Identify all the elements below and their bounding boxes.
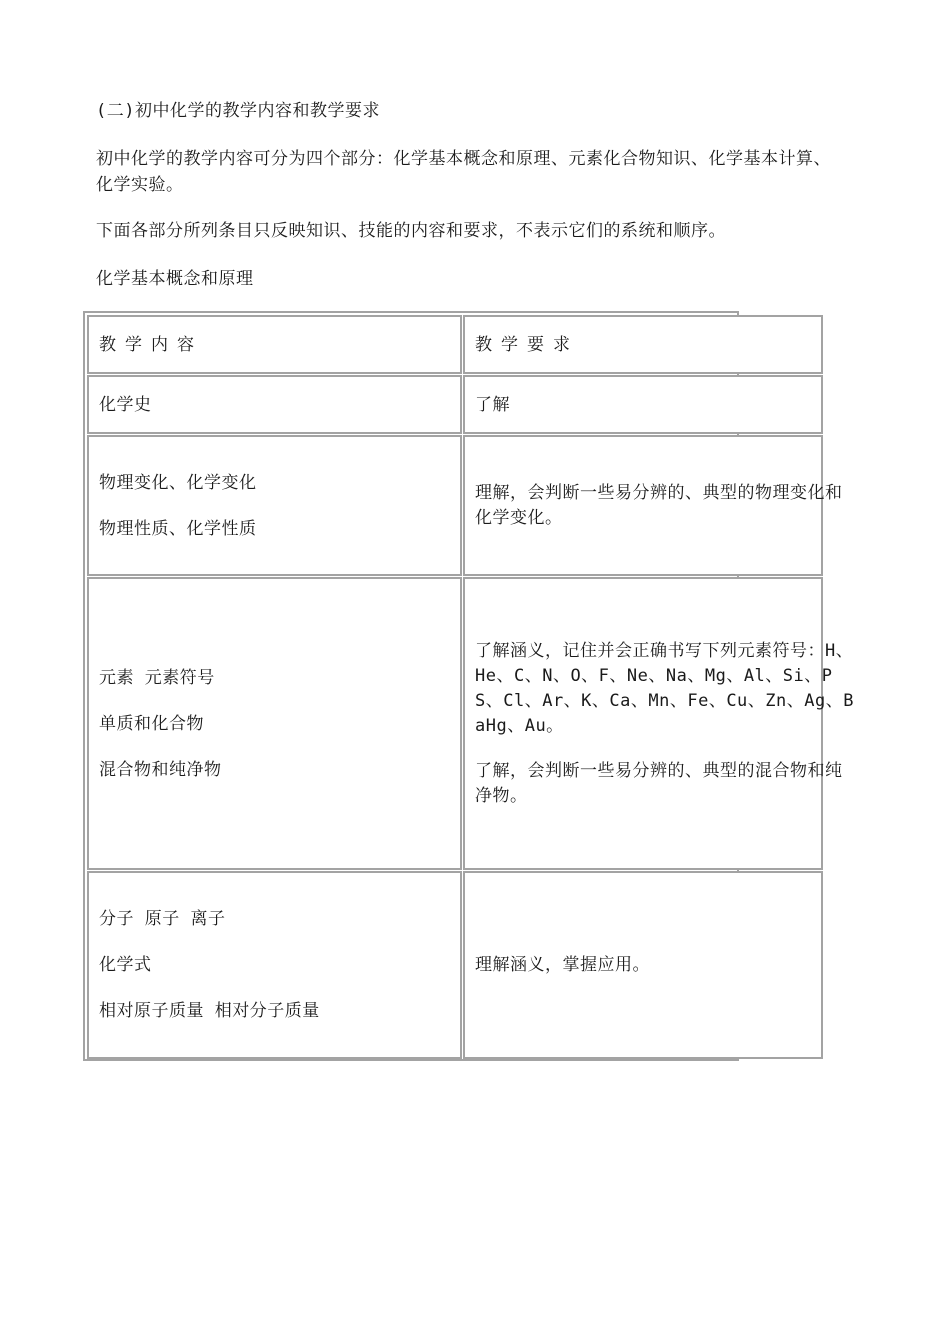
row-3-requirement-line-0: 理解涵义，掌握应用。 (475, 955, 650, 975)
row-1-content-line-1: 物理性质、化学性质 (99, 518, 257, 539)
table-row-0-content (87, 375, 462, 434)
document-heading: (二)初中化学的教学内容和教学要求 (96, 101, 380, 121)
header-requirement-label: 教学要求 (475, 334, 579, 355)
table-row-1-requirement (463, 435, 843, 576)
note-paragraph: 下面各部分所列条目只反映知识、技能的内容和要求，不表示它们的系统和顺序。 (96, 221, 726, 241)
content-requirement-table (83, 311, 854, 1061)
table-row-2-requirement (463, 577, 854, 870)
row-2-content-line-1: 单质和化合物 (99, 713, 204, 734)
table-row-3-requirement (463, 871, 823, 1059)
row-3-content-line-2: 相对原子质量 相对分子质量 (99, 1001, 320, 1021)
row-3-content-line-1: 化学式 (99, 955, 152, 975)
row-2-content-line-0: 元素 元素符号 (99, 667, 215, 688)
table-header-content (87, 315, 462, 374)
table-header-requirement (463, 315, 823, 374)
row-2-requirement-text-1: 了解，会判断一些易分辨的、典型的混合物和纯净物。 (475, 760, 843, 806)
row-1-requirement-text: 理解，会判断一些易分辨的、典型的物理变化和化学变化。 (475, 482, 843, 528)
row-1-content-line-0: 物理变化、化学变化 (99, 472, 257, 493)
header-content-label: 教学内容 (99, 334, 203, 355)
row-3-content-line-0: 分子 原子 离子 (99, 909, 226, 929)
row-2-content-line-2: 混合物和纯净物 (99, 759, 222, 780)
table-row-3-content (87, 871, 462, 1059)
table-row-2-content (87, 577, 462, 870)
table-row-0-requirement (463, 375, 823, 434)
section-title: 化学基本概念和原理 (96, 269, 254, 289)
intro-paragraph: 初中化学的教学内容可分为四个部分：化学基本概念和原理、元素化合物知识、化学基本计算、化学实验。 (96, 149, 831, 195)
row-0-requirement-line-0: 了解 (475, 394, 510, 415)
row-2-requirement-text-0: 了解涵义，记住并会正确书写下列元素符号：H、He、C、N、O、F、Ne、Na、Mg、Al、Si、PS、Cl、Ar、K、Ca、Mn、Fe、Cu、Zn、Ag、BaHg、Au。 (475, 640, 854, 736)
table-row-1-content (87, 435, 462, 576)
row-0-content-line-0: 化学史 (99, 394, 152, 415)
